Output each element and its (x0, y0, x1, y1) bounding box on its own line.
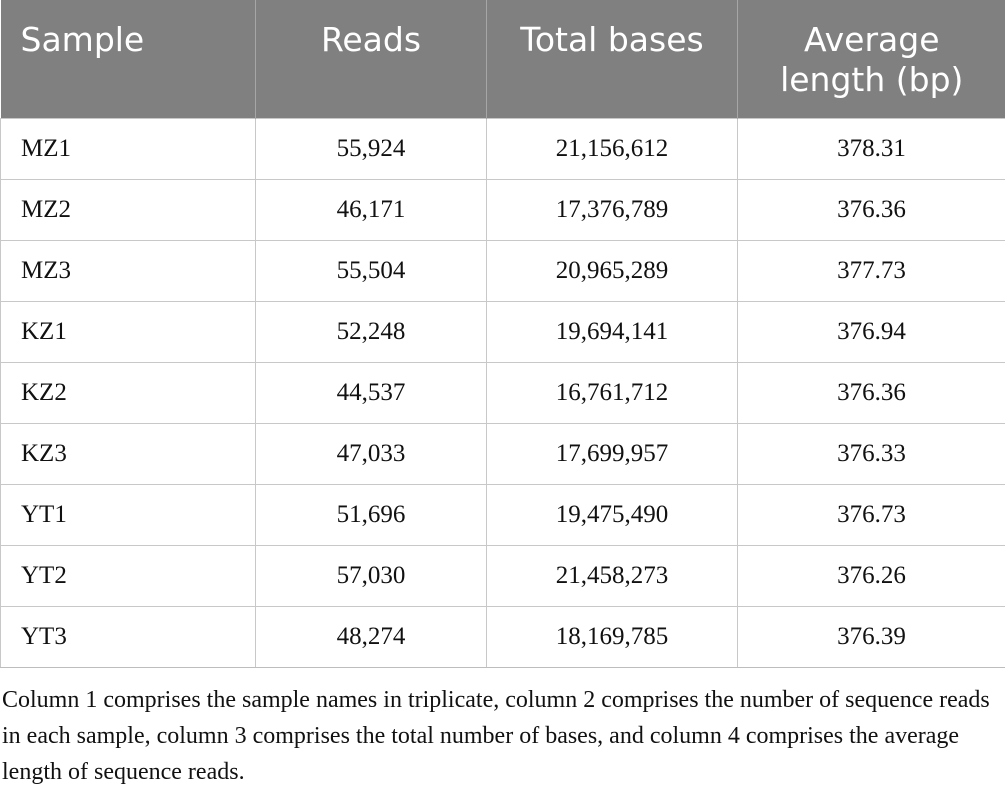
header-average-length (738, 0, 1005, 118)
header-sample: Sample (1, 0, 256, 118)
table-header (1, 0, 1005, 118)
table-row (1, 606, 1005, 667)
cell-sample: YT1 (1, 484, 256, 545)
header-average-length-line1: Average (803, 20, 940, 59)
table-row (1, 301, 1005, 362)
header-row (1, 0, 1005, 118)
header-average-length-line2: length (bp) (780, 60, 964, 99)
cell-total-bases: 21,156,612 (487, 118, 738, 179)
cell-reads: 52,248 (256, 301, 487, 362)
table-row (1, 423, 1005, 484)
cell-average-length: 376.39 (738, 606, 1005, 667)
cell-total-bases: 17,699,957 (487, 423, 738, 484)
table-row (1, 362, 1005, 423)
cell-sample: KZ3 (1, 423, 256, 484)
cell-sample: MZ1 (1, 118, 256, 179)
cell-total-bases: 21,458,273 (487, 545, 738, 606)
cell-average-length: 377.73 (738, 240, 1005, 301)
cell-sample: YT3 (1, 606, 256, 667)
cell-reads: 48,274 (256, 606, 487, 667)
cell-reads: 51,696 (256, 484, 487, 545)
table-row (1, 545, 1005, 606)
cell-total-bases: 19,694,141 (487, 301, 738, 362)
cell-sample: KZ1 (1, 301, 256, 362)
cell-average-length: 376.26 (738, 545, 1005, 606)
cell-total-bases: 17,376,789 (487, 179, 738, 240)
cell-average-length: 376.33 (738, 423, 1005, 484)
table-row (1, 484, 1005, 545)
cell-sample: MZ2 (1, 179, 256, 240)
cell-reads: 55,504 (256, 240, 487, 301)
cell-average-length: 376.73 (738, 484, 1005, 545)
table-body (1, 118, 1005, 667)
cell-total-bases: 19,475,490 (487, 484, 738, 545)
cell-reads: 46,171 (256, 179, 487, 240)
cell-sample: MZ3 (1, 240, 256, 301)
cell-total-bases: 16,761,712 (487, 362, 738, 423)
cell-reads: 57,030 (256, 545, 487, 606)
table-row (1, 118, 1005, 179)
table-footnote: Column 1 comprises the sample names in triplicate, column 2 comprises the number of sequence reads in each sample, column 3 comprises the total number of bases, and column 4 comprises the average length of sequence reads. (2, 687, 990, 785)
cell-average-length: 376.36 (738, 362, 1005, 423)
header-total-bases: Total bases (487, 0, 738, 118)
header-reads: Reads (256, 0, 487, 118)
cell-average-length: 378.31 (738, 118, 1005, 179)
cell-sample: YT2 (1, 545, 256, 606)
cell-reads: 55,924 (256, 118, 487, 179)
cell-total-bases: 18,169,785 (487, 606, 738, 667)
cell-average-length: 376.94 (738, 301, 1005, 362)
cell-reads: 44,537 (256, 362, 487, 423)
table-row (1, 240, 1005, 301)
cell-sample: KZ2 (1, 362, 256, 423)
table-row (1, 179, 1005, 240)
cell-total-bases: 20,965,289 (487, 240, 738, 301)
cell-average-length: 376.36 (738, 179, 1005, 240)
cell-reads: 47,033 (256, 423, 487, 484)
